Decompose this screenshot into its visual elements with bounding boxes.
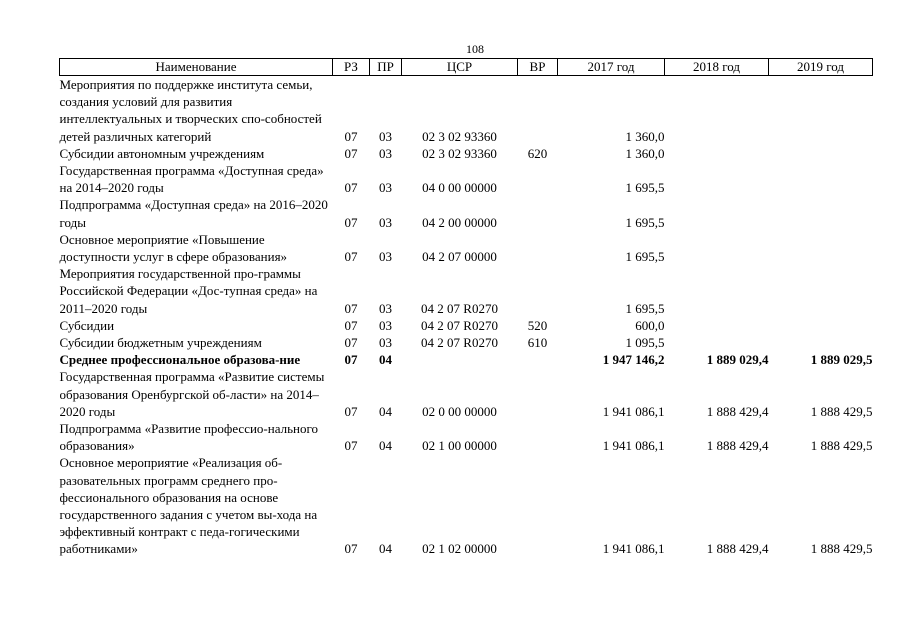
- table-cell-2018: [665, 231, 769, 265]
- table-row: [60, 317, 873, 334]
- table-cell-pr: 03: [379, 300, 392, 316]
- table-cell-csr: 02 3 02 93360: [422, 145, 497, 161]
- table-cell-name: Субсидии бюджетным учреждениям: [59, 335, 262, 351]
- table-row: [60, 334, 873, 351]
- table-cell-2018: 1 889 029,4: [706, 352, 769, 368]
- table-cell-2017: 1 947 146,2: [602, 352, 665, 368]
- table-cell-2018: [665, 334, 769, 351]
- table-cell-2017: 1 360,0: [625, 128, 665, 144]
- col-header-2017: 2017 год: [558, 59, 665, 76]
- table-cell-2019: 1 888 429,5: [810, 438, 873, 454]
- table-cell-name: Среднее профессиональное образова-ние: [59, 352, 301, 368]
- table-cell-2017: 1 695,5: [625, 249, 665, 265]
- table-cell-2017: 1 095,5: [625, 335, 665, 351]
- table-cell-rz: 07: [344, 128, 358, 144]
- table-cell-2019: [769, 162, 873, 196]
- col-header-vr: ВР: [518, 59, 558, 76]
- table-cell-2018: [665, 162, 769, 196]
- table-row: [60, 265, 873, 317]
- table-cell-vr: [518, 265, 558, 317]
- table-cell-csr: 02 3 02 93360: [422, 128, 497, 144]
- table-cell-2019: [769, 145, 873, 162]
- col-header-rz: РЗ: [333, 59, 370, 76]
- table-cell-csr: 04 2 07 R0270: [421, 317, 498, 333]
- table-cell-csr: 04 2 07 R0270: [421, 335, 498, 351]
- table-cell-rz: 07: [344, 438, 358, 454]
- table-cell-2017: 1 695,5: [625, 214, 665, 230]
- table-row: [60, 145, 873, 162]
- table-cell-rz: 07: [344, 403, 358, 419]
- table-cell-2018: 1 888 429,4: [706, 541, 769, 557]
- table-cell-rz: 07: [344, 300, 358, 316]
- table-cell-2018: [665, 145, 769, 162]
- table-row: [60, 351, 873, 368]
- table-row: [60, 368, 873, 420]
- table-cell-rz: 07: [344, 317, 358, 333]
- table-cell-2019: 1 889 029,5: [810, 352, 873, 368]
- table-cell-vr: [518, 420, 558, 454]
- table-cell-2019: [769, 196, 873, 230]
- table-cell-vr: 610: [527, 335, 548, 351]
- table-cell-vr: [518, 196, 558, 230]
- table-cell-vr: [518, 351, 558, 368]
- table-cell-2018: [665, 76, 769, 145]
- table-cell-name: Подпрограмма «Развитие профессио-нального образования»: [59, 421, 318, 454]
- col-header-csr: ЦСР: [402, 59, 518, 76]
- table-row: [60, 162, 873, 196]
- table-cell-vr: 620: [527, 145, 548, 161]
- budget-table: [59, 58, 873, 558]
- table-cell-csr: 04 2 07 00000: [422, 249, 497, 265]
- table-cell-pr: 03: [379, 145, 392, 161]
- table-cell-2018: 1 888 429,4: [706, 403, 769, 419]
- table-cell-2019: [769, 231, 873, 265]
- table-cell-name: Государственная программа «Развитие системы образования Оренбургской об-ласти» на 2014–2020 годы: [59, 369, 325, 419]
- table-cell-2017: 1 941 086,1: [602, 438, 665, 454]
- col-header-pr: ПР: [370, 59, 402, 76]
- table-cell-rz: 07: [344, 352, 358, 368]
- table-cell-name: Субсидии: [59, 317, 115, 333]
- table-row: [60, 76, 873, 145]
- table-cell-pr: 03: [379, 214, 392, 230]
- page-number: 108: [466, 42, 484, 56]
- table-cell-csr: 04 2 00 00000: [422, 214, 497, 230]
- col-header-2019: 2019 год: [769, 59, 873, 76]
- table-cell-name: Государственная программа «Доступная среда» на 2014–2020 годы: [59, 163, 324, 196]
- table-cell-csr: 02 1 02 00000: [422, 541, 497, 557]
- table-cell-pr: 03: [379, 180, 392, 196]
- table-cell-vr: 520: [527, 317, 548, 333]
- table-cell-2018: [665, 317, 769, 334]
- table-cell-pr: 04: [379, 541, 392, 557]
- table-cell-2019: [769, 334, 873, 351]
- table-cell-2019: [769, 317, 873, 334]
- table-cell-2019: [769, 76, 873, 145]
- table-cell-rz: 07: [344, 145, 358, 161]
- table-row: [60, 196, 873, 230]
- table-cell-vr: [518, 162, 558, 196]
- table-cell-2019: [769, 265, 873, 317]
- table-cell-pr: 03: [379, 128, 392, 144]
- table-cell-2018: [665, 265, 769, 317]
- table-cell-name: Основное мероприятие «Повышение доступности услуг в сфере образования»: [59, 231, 288, 265]
- table-cell-name: Подпрограмма «Доступная среда» на 2016–2020 годы: [59, 197, 328, 230]
- table-cell-pr: 03: [379, 249, 392, 265]
- table-cell-rz: 07: [344, 214, 358, 230]
- table-row: [60, 420, 873, 454]
- table-cell-csr: 02 0 00 00000: [422, 403, 497, 419]
- table-cell-2017: 600,0: [635, 317, 665, 333]
- table-cell-csr: 04 2 07 R0270: [421, 300, 498, 316]
- table-cell-rz: 07: [344, 249, 358, 265]
- table-cell-pr: 03: [379, 335, 392, 351]
- table-cell-2019: 1 888 429,5: [810, 403, 873, 419]
- table-header-row: [60, 59, 873, 76]
- table-cell-rz: 07: [344, 180, 358, 196]
- table-cell-2018: 1 888 429,4: [706, 438, 769, 454]
- table-cell-name: Субсидии автономным учреждениям: [59, 145, 265, 161]
- table-cell-name: Мероприятия по поддержке института семьи, создания условий для развития интеллектуальных и творческих спо-собностей детей различных категорий: [59, 77, 322, 144]
- table-cell-2017: 1 941 086,1: [602, 541, 665, 557]
- table-cell-name: Основное мероприятие «Реализация об-разовательных программ среднего про-фессионального образования на основе государственного задания с учетом вы-хода на эффективный контракт с педа-гогическими работниками»: [59, 455, 318, 557]
- col-header-name: Наименование: [60, 59, 333, 76]
- table-cell-vr: [518, 454, 558, 557]
- table-cell-pr: 04: [379, 403, 392, 419]
- table-cell-2017: 1 695,5: [625, 300, 665, 316]
- table-row: [60, 454, 873, 557]
- table-cell-csr: [402, 351, 518, 368]
- table-cell-csr: 04 0 00 00000: [422, 180, 497, 196]
- table-cell-csr: 02 1 00 00000: [422, 438, 497, 454]
- col-header-2018: 2018 год: [665, 59, 769, 76]
- table-cell-pr: 04: [379, 352, 392, 368]
- table-cell-2017: 1 360,0: [625, 145, 665, 161]
- table-cell-vr: [518, 76, 558, 145]
- table-cell-rz: 07: [344, 541, 358, 557]
- table-cell-rz: 07: [344, 335, 358, 351]
- table-cell-2017: 1 695,5: [625, 180, 665, 196]
- table-cell-pr: 03: [379, 317, 392, 333]
- table-cell-2018: [665, 196, 769, 230]
- table-cell-vr: [518, 231, 558, 265]
- table-cell-vr: [518, 368, 558, 420]
- table-cell-pr: 04: [379, 438, 392, 454]
- table-cell-2017: 1 941 086,1: [602, 403, 665, 419]
- table-row: [60, 231, 873, 265]
- table-cell-2019: 1 888 429,5: [810, 541, 873, 557]
- table-cell-name: Мероприятия государственной про-граммы Российской Федерации «Дос-тупная среда» на 2011–2020 годы: [59, 266, 318, 316]
